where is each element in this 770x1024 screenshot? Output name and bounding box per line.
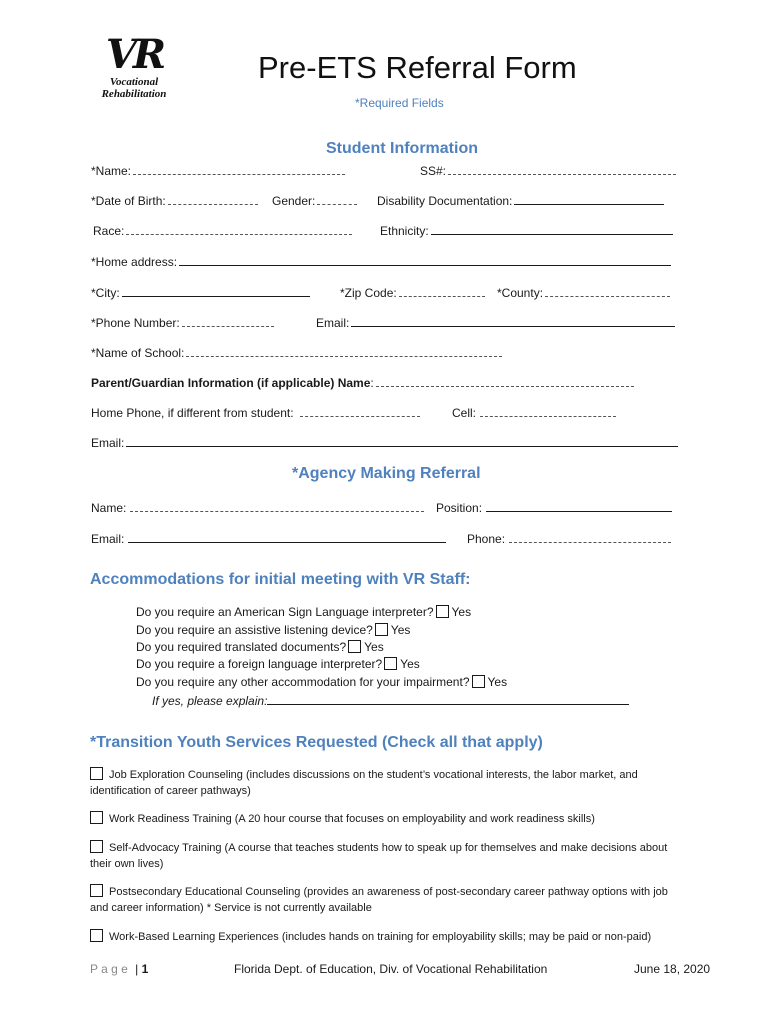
checkbox-foreign[interactable] — [384, 657, 397, 670]
agency-phone-label: Phone: — [467, 532, 506, 546]
question-foreign: Do you require a foreign language interpreter? — [136, 657, 383, 671]
service-postsecondary — [90, 884, 668, 916]
agency-name-label: Name: — [91, 501, 127, 515]
agency-phone-field[interactable] — [467, 530, 671, 546]
agency-email-label: Email: — [91, 532, 125, 546]
question-translated: Do you required translated documents? — [136, 640, 347, 654]
agency-name-field[interactable] — [91, 499, 424, 515]
page-number — [90, 962, 148, 976]
school-label: *Name of School: — [91, 346, 185, 360]
student-email-field[interactable] — [316, 314, 675, 330]
county-label: *County: — [497, 286, 544, 300]
student-email-label: Email: — [316, 316, 350, 330]
ethnicity-label: Ethnicity: — [380, 224, 429, 238]
service-line1: Postsecondary Educational Counseling (provides an awareness of post-secondary career pathway options with job — [109, 886, 668, 898]
home-address-field[interactable] — [91, 253, 671, 269]
checkbox-listening[interactable] — [375, 623, 388, 636]
agency-email-field[interactable] — [91, 530, 446, 546]
page-label: P a g e — [90, 962, 128, 976]
checkbox-job-exploration[interactable] — [90, 767, 103, 780]
checkbox-asl[interactable] — [436, 605, 449, 618]
service-line2: identification of career pathways) — [90, 785, 251, 797]
disability-label: Disability Documentation: — [377, 194, 513, 208]
agency-heading: *Agency Making Referral — [292, 465, 481, 482]
question-listening: Do you require an assistive listening device? — [136, 623, 373, 637]
service-work-readiness — [90, 811, 595, 827]
checkbox-translated[interactable] — [348, 640, 361, 653]
yes-label: Yes — [400, 657, 420, 671]
logo-mark: VR — [105, 31, 163, 78]
page-title: Pre-ETS Referral Form — [258, 50, 577, 85]
service-job-exploration — [90, 767, 638, 799]
guardian-cell-label: Cell: — [452, 406, 477, 420]
dob-label: *Date of Birth: — [91, 194, 166, 208]
disability-field[interactable] — [377, 192, 664, 208]
guardian-email-label: Email: — [91, 436, 125, 450]
service-line1: Self-Advocacy Training (A course that teaches students how to speak up for themselves and make decisions about — [109, 842, 668, 854]
yes-label: Yes — [487, 675, 508, 689]
guardian-home-phone-label: Home Phone, if different from student: — [91, 406, 294, 420]
accommodation-row-foreign — [136, 657, 420, 671]
guardian-home-phone-field[interactable] — [91, 404, 420, 420]
logo-line1: Vocational — [109, 76, 159, 88]
service-line1: Work-Based Learning Experiences (includes hands on training for employability skills; may be paid or non-paid) — [109, 931, 652, 943]
guardian-label: Parent/Guardian Information (if applicable) Name — [91, 376, 371, 390]
zip-field[interactable] — [340, 284, 485, 300]
phone-field[interactable] — [91, 314, 274, 330]
logo-line2: Rehabilitation — [101, 88, 167, 100]
gender-field[interactable] — [272, 192, 357, 208]
yes-label: Yes — [390, 623, 411, 637]
accommodation-row-asl — [136, 605, 471, 619]
transition-heading: *Transition Youth Services Requested (Check all that apply) — [90, 734, 543, 751]
county-field[interactable] — [497, 284, 670, 300]
school-field[interactable] — [91, 344, 502, 360]
accommodation-row-translated — [136, 640, 384, 654]
footer-date: June 18, 2020 — [634, 962, 711, 976]
vr-logo — [92, 31, 176, 100]
explain-field[interactable] — [152, 692, 629, 708]
service-line2: and career information) * Service is not currently available — [90, 902, 372, 914]
gender-label: Gender: — [272, 194, 316, 208]
home-address-label: *Home address: — [91, 255, 178, 269]
checkbox-postsecondary[interactable] — [90, 884, 103, 897]
race-label: Race: — [93, 224, 125, 238]
guardian-email-field[interactable] — [91, 434, 678, 450]
checkbox-other[interactable] — [472, 675, 485, 688]
guardian-colon: : — [370, 376, 374, 390]
guardian-cell-field[interactable] — [452, 404, 616, 420]
student-heading: Student Information — [326, 140, 478, 157]
service-work-based-learning — [90, 929, 651, 945]
page-separator: | — [135, 962, 139, 976]
service-line1: Work Readiness Training (A 20 hour course that focuses on employability and work readiness skills) — [109, 813, 595, 825]
accommodations-heading: Accommodations for initial meeting with VR Staff: — [90, 571, 471, 588]
accommodation-row-other — [136, 675, 507, 689]
accommodation-row-listening — [136, 623, 410, 637]
page-num: 1 — [141, 962, 149, 976]
yes-label: Yes — [451, 605, 472, 619]
agency-position-label: Position: — [436, 501, 483, 515]
city-label: *City: — [91, 286, 120, 300]
zip-label: *Zip Code: — [340, 286, 397, 300]
phone-label: *Phone Number: — [91, 316, 180, 330]
service-line2: their own lives) — [90, 858, 164, 870]
question-other: Do you require any other accommodation for your impairment? — [136, 675, 470, 689]
race-field[interactable] — [93, 222, 352, 238]
yes-label: Yes — [364, 640, 384, 654]
service-self-advocacy — [90, 840, 667, 872]
question-asl: Do you require an American Sign Language interpreter? — [136, 605, 434, 619]
name-label: *Name: — [91, 164, 132, 178]
checkbox-self-advocacy[interactable] — [90, 840, 103, 853]
checkbox-work-based-learning[interactable] — [90, 929, 103, 942]
ssn-field[interactable] — [420, 162, 676, 178]
ssn-label: SS#: — [420, 164, 447, 178]
explain-label: If yes, please explain: — [152, 694, 268, 708]
dob-field[interactable] — [91, 192, 258, 208]
required-note: *Required Fields — [355, 96, 444, 110]
guardian-name-field[interactable] — [91, 374, 634, 390]
footer-org: Florida Dept. of Education, Div. of Vocational Rehabilitation — [234, 962, 548, 976]
agency-position-field[interactable] — [436, 499, 672, 515]
city-field[interactable] — [91, 284, 310, 300]
service-line1: Job Exploration Counseling (includes discussions on the student’s vocational interests, the labor market, and — [109, 769, 638, 781]
ethnicity-field[interactable] — [380, 222, 673, 238]
checkbox-work-readiness[interactable] — [90, 811, 103, 824]
name-field[interactable] — [91, 162, 345, 178]
